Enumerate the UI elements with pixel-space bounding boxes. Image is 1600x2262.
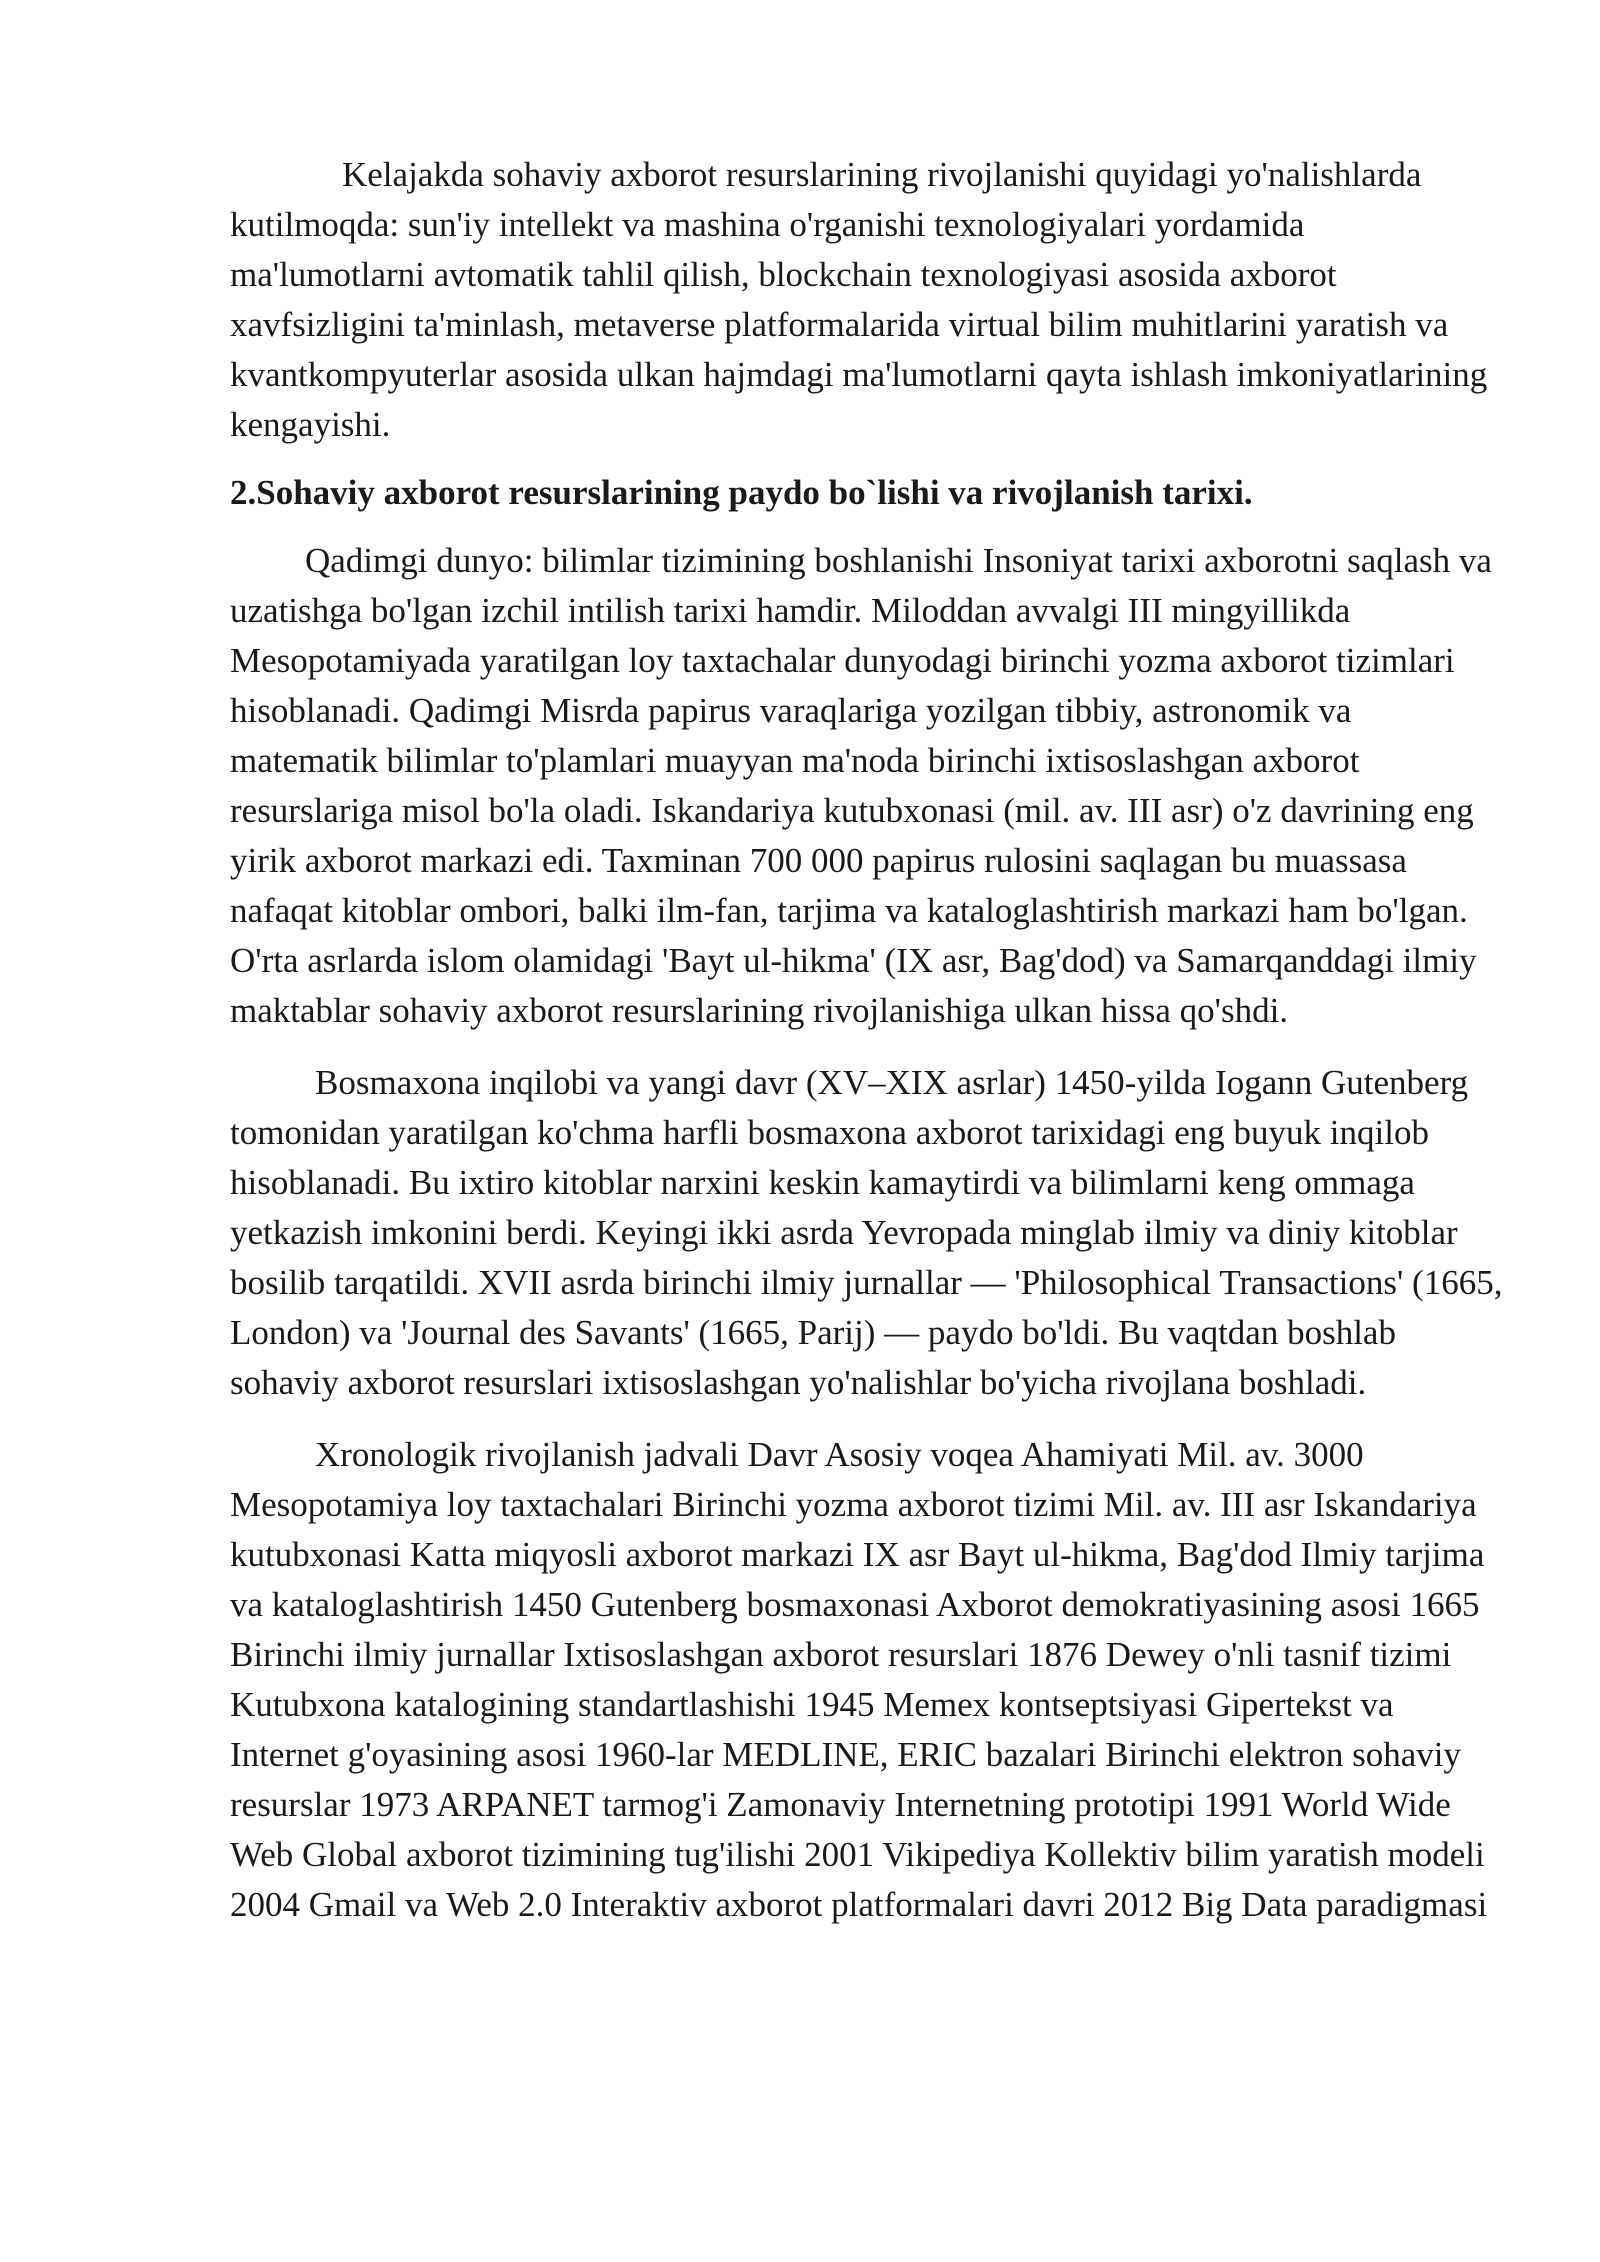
intro-paragraph: Kelajakda sohaviy axborot resurslarining rivojlanishi quyidagi yo'nalishlarda kutilmoqda: sun'iy intellekt va mashina o'rganishi texnologiyalari yordamida ma'lumotlarni avtomatik tahlil qilish, blockchain texnologiyasi asosida axborot xavfsizligini ta'minlash, metaverse platformalarida virtual bilim muhitlarini yaratish va kvantkompyuterlar asosida ulkan hajmdagi ma'lumotlarni qayta ishlash imkoniyatlarining kengayishi. (230, 155, 1488, 444)
section-heading: 2.Sohaviy axborot resurslarining paydo bo`lishi va rivojlanish tarixi. (230, 473, 1253, 512)
document-page (230, 150, 1505, 1930)
paragraph-chronology: Xronologik rivojlanish jadvali Davr Asosiy voqea Ahamiyati Mil. av. 3000 Mesopotamiya loy taxtachalari Birinchi yozma axborot tizimi Mil. av. III asr Iskandariya kutubxonasi Katta miqyosli axborot markazi IX asr Bayt ul-hikma, Bag'dod Ilmiy tarjima va kataloglashtirish 1450 Gutenberg bosmaxonasi Axborot demokratiyasining asosi 1665 Birinchi ilmiy jurnallar Ixtisoslashgan axborot resurslari 1876 Dewey o'nli tasnif tizimi Kutubxona katalogining standartlashishi 1945 Memex kontseptsiyasi Gipertekst va Internet g'oyasining asosi 1960-lar MEDLINE, ERIC bazalari Birinchi elektron sohaviy resurslar 1973 ARPANET tarmog'i Zamonaviy Internetning prototipi 1991 World Wide Web Global axborot tizimining tug'ilishi 2001 Vikipediya Kollektiv bilim yaratish modeli 2004 Gmail va Web 2.0 Interaktiv axborot platformalari davri 2012 Big Data paradigmasi (230, 1435, 1488, 1924)
paragraph-ancient-world: Qadimgi dunyo: bilimlar tizimining boshlanishi Insoniyat tarixi axborotni saqlash va uzatishga bo'lgan izchil intilish tarixi hamdir. Miloddan avvalgi III mingyillikda Mesopotamiyada yaratilgan loy taxtachalar dunyodagi birinchi yozma axborot tizimlari hisoblanadi. Qadimgi Misrda papirus varaqlariga yozilgan tibbiy, astronomik va matematik bilimlar to'plamlari muayyan ma'noda birinchi ixtisoslashgan axborot resurslariga misol bo'la oladi. Iskandariya kutubxonasi (mil. av. III asr) o'z davrining eng yirik axborot markazi edi. Taxminan 700 000 papirus rulosini saqlagan bu muassasa nafaqat kitoblar ombori, balki ilm-fan, tarjima va kataloglashtirish markazi ham bo'lgan. O'rta asrlarda islom olamidagi 'Bayt ul-hikma' (IX asr, Bag'dod) va Samarqanddagi ilmiy maktablar sohaviy axborot resurslarining rivojlanishiga ulkan hissa qo'shdi. (230, 541, 1492, 1030)
paragraph-printing-revolution: Bosmaxona inqilobi va yangi davr (XV–XIX asrlar) 1450-yilda Iogann Gutenberg tomonidan yaratilgan ko'chma harfli bosmaxona axborot tarixidagi eng buyuk inqilob hisoblanadi. Bu ixtiro kitoblar narxini keskin kamaytirdi va bilimlarni keng ommaga yetkazish imkonini berdi. Keyingi ikki asrda Yevropada minglab ilmiy va diniy kitoblar bosilib tarqatildi. XVII asrda birinchi ilmiy jurnallar — 'Philosophical Transactions' (1665, London) va 'Journal des Savants' (1665, Parij) — paydo bo'ldi. Bu vaqtdan boshlab sohaviy axborot resurslari ixtisoslashgan yo'nalishlar bo'yicha rivojlana boshladi. (230, 1063, 1503, 1402)
